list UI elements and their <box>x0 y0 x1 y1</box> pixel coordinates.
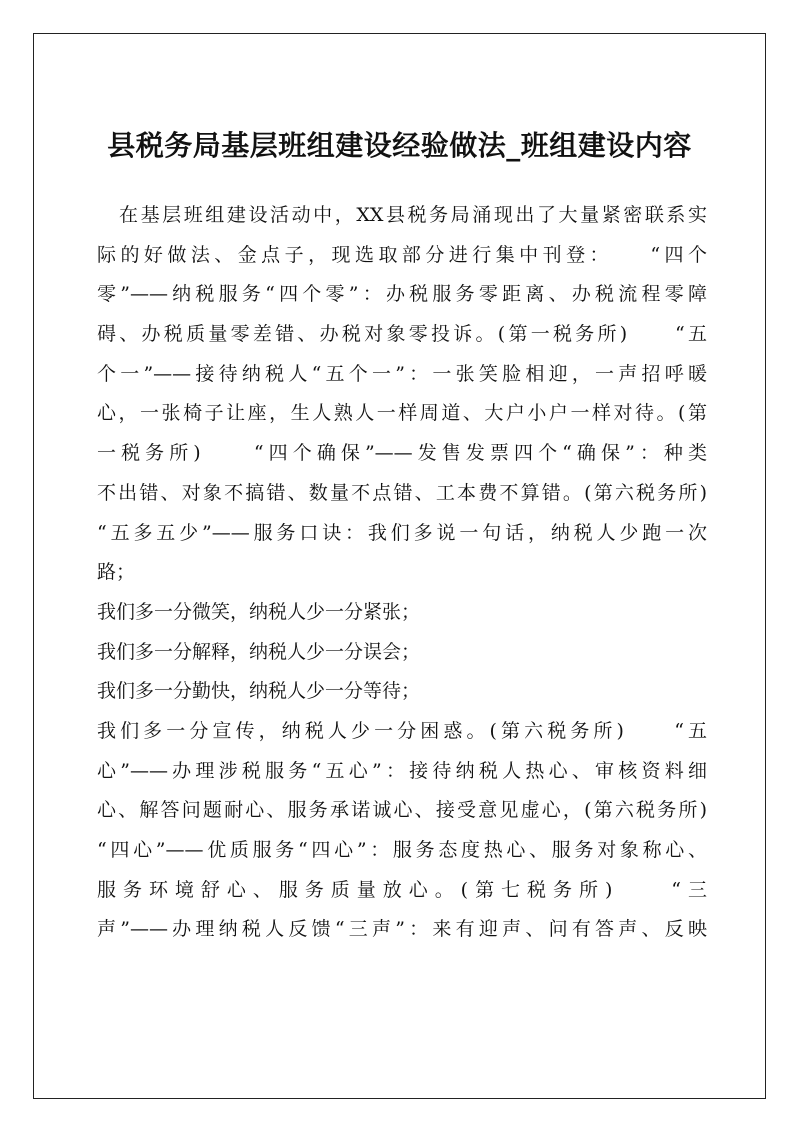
body-line: 我们多一分微笑，纳税人少一分紧张； <box>97 600 421 623</box>
body-line: 个一”——接待纳税人“五个一”：一张笑脸相迎，一声招呼暖 <box>97 362 707 385</box>
body-line: 零”——纳税服务“四个零”：办税服务零距离、办税流程零障 <box>97 283 707 306</box>
body-line: 心”——办理涉税服务“五心”：接待纳税人热心、审核资料细 <box>97 759 707 782</box>
body-line: 声”——办理纳税人反馈“三声”：来有迎声、问有答声、反映 <box>97 918 707 941</box>
document-body <box>97 196 707 950</box>
body-line: 际的好做法、金点子，现选取部分进行集中刊登： “四个 <box>97 243 707 266</box>
body-line: 心，一张椅子让座，生人熟人一样周道、大户小户一样对待。(第 <box>97 402 707 425</box>
document-title: 县税务局基层班组建设经验做法_班组建设内容 <box>107 129 692 162</box>
body-line: 不出错、对象不搞错、数量不点错、工本费不算错。(第六税务所) <box>97 481 707 504</box>
body-line: 一税务所) “四个确保”——发售发票四个“确保”：种类 <box>97 442 707 465</box>
body-line: 在基层班组建设活动中，XX县税务局涌现出了大量紧密联系实 <box>119 204 707 226</box>
body-line: 心、解答问题耐心、服务承诺诚心、接受意见虚心，(第六税务所) <box>97 799 707 822</box>
body-line: “四心”——优质服务“四心”：服务态度热心、服务对象称心、 <box>97 839 707 861</box>
body-line: “五多五少”——服务口诀：我们多说一句话，纳税人少跑一次 <box>97 521 707 544</box>
body-line: 服务环境舒心、服务质量放心。(第七税务所) “三 <box>97 878 707 901</box>
body-line: 我们多一分解释，纳税人少一分误会； <box>97 640 421 663</box>
body-line: 我们多一分勤快，纳税人少一分等待； <box>97 680 421 703</box>
body-line: 我们多一分宣传，纳税人少一分困惑。(第六税务所) “五 <box>97 719 707 742</box>
body-line: 路； <box>97 561 136 584</box>
body-line: 碍、办税质量零差错、办税对象零投诉。(第一税务所) “五 <box>97 323 707 346</box>
